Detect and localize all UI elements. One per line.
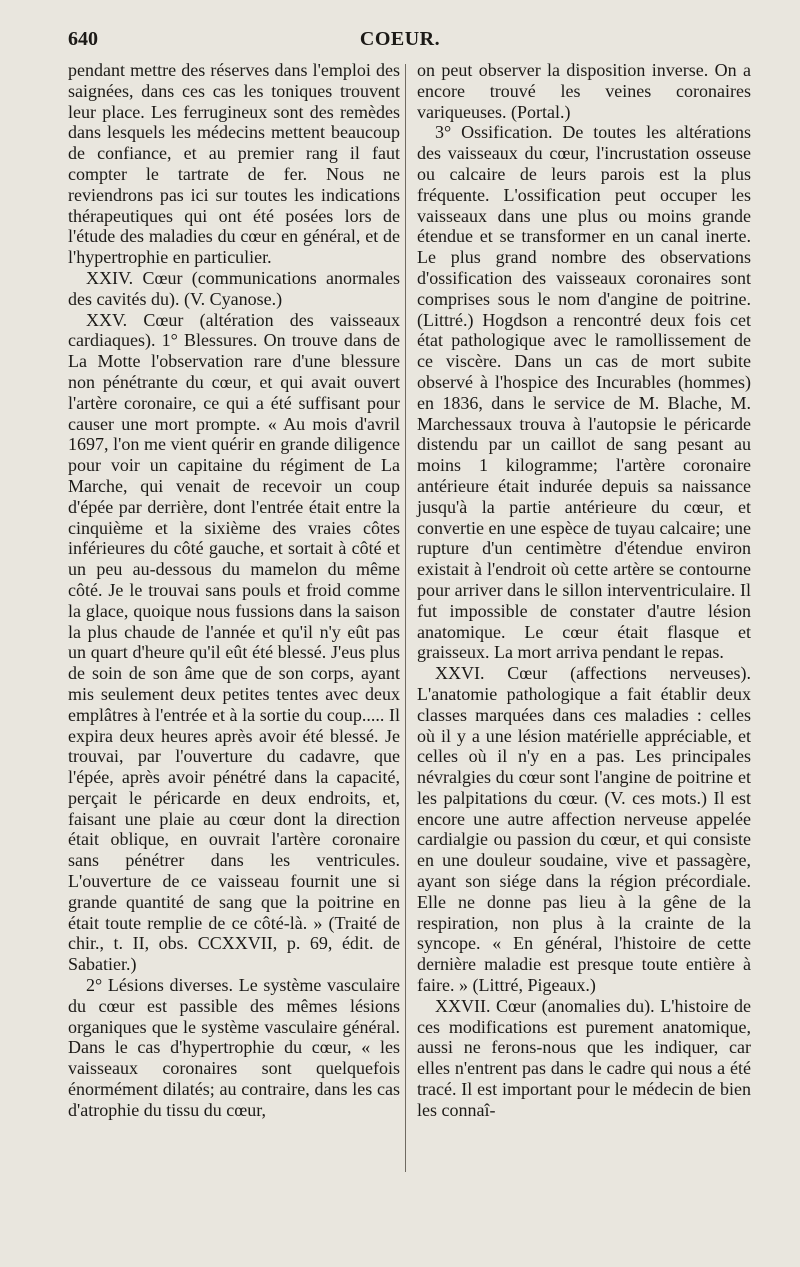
entry-xxvii: XXVII. Cœur (anomalies du). L'histoire de ces modifications est purement anatomique, aussi ne ferons-nous que les indiquer, car elles n'entrent pas dans le cadre qui nous a été tracé. Il est important pour le médecin de bien les connaî- xyxy=(417,995,751,1120)
column-divider xyxy=(405,64,406,1172)
paragraph: 2° Lésions diverses. Le système vasculaire du cœur est passible des mêmes lésions organiques que le système vasculaire général. Dans le cas d'hypertrophie du cœur, « les vaisseaux coronaires sont quelquefois énormément dilatés; au contraire, dans les cas d'atrophie du tissu du cœur, xyxy=(68,975,400,1120)
paragraph: 3° Ossification. De toutes les altérations des vaisseaux du cœur, l'incrustation osseuse ou calcaire de leurs parois est la plus fréquente. L'ossification peut occuper les vaisseaux dans une plus ou moins grande étendue et se transformer en un canal inerte. Le plus grand nombre des observations d'ossification des vaisseaux coronaires sont comprises sous le nom d'angine de poitrine. (Littré.) Hogdson a rencontré deux fois cet état pathologique avec le ramollissement de ce viscère. Dans un cas de mort subite observé à l'hospice des Incurables (hommes) en 1836, dans le service de M. Blache, M. Marchessaux trouva à l'autopsie le péricarde distendu par un caillot de sang pesant au moins 1 kilogramme; l'artère coronaire antérieure était indurée depuis sa naissance jusqu'à la partie antérieure du cœur, et convertie en une espèce de tuyau calcaire; une rupture d'un centimètre d'étendue environ existait à l'endroit où cette artère se contourne pour arriver dans le sillon interventriculaire. Il fut impossible de constater d'autre lésion anatomique. Le cœur était flasque et graisseux. La mort arriva pendant le repas. xyxy=(417,122,751,663)
paragraph: pendant mettre des réserves dans l'emploi des saignées, dans ces cas les toniques trouvent leur place. Les ferrugineux sont des remèdes dans lesquels les médecins mettent beaucoup de confiance, et au premier rang il faut compter le tartrate de fer. Nous ne reviendrons pas ici sur toutes les indications thérapeutiques qui ont été posées lors de l'étude des maladies du cœur en général, et de l'hypertrophie en particulier. xyxy=(68,60,400,268)
right-column xyxy=(417,60,751,1121)
entry-heading-xxiv: XXIV. Cœur (communications anormales des cavités du). (V. Cyanose.) xyxy=(68,267,400,309)
left-column xyxy=(68,60,400,1121)
page-number: 640 xyxy=(68,28,98,50)
paragraph: on peut observer la disposition inverse. On a encore trouvé les veines coronaires variqueuses. (Portal.) xyxy=(417,60,751,122)
entry-xxv: XXV. Cœur (altération des vaisseaux cardiaques). 1° Blessures. On trouve dans de La Motte l'observation rare d'une blessure non pénétrante du cœur, et qui avait ouvert l'artère coronaire, ce qui a été suffisant pour causer une mort prompte. « Au mois d'avril 1697, l'on me vient quérir en grande diligence pour voir un capitaine du régiment de La Marche, qui venait de recevoir un coup d'épée par derrière, dont l'entrée était entre la cinquième et la sixième des vraies côtes inférieures du côté gauche, et sortait à côté et un peu au-dessous du mamelon du même côté. Je le trouvai sans pouls et froid comme la glace, quoique nous fussions dans la saison la plus chaude de l'année et qu'il n'y eût pas un quart d'heure qu'il eût été blessé. J'eus plus de soin de son âme que de son corps, ayant mis seulement deux petites tentes avec deux emplâtres à l'entrée et à la sortie du coup..... Il expira deux heures après avoir été blessé. Je trouvai, par l'ouverture du cadavre, que l'épée, après avoir pénétré dans la capacité, perçait le péricarde en deux endroits, et, faisant une plaie au cœur dont la direction était oblique, en ouvrait l'artère coronaire sans pénétrer dans les ventricules. L'ouverture de ce vaisseau fournit une si grande quantité de sang que la poitrine en était toute remplie de ce côté-là. » (Traité de chir., t. II, obs. CCXXVII, p. 69, édit. de Sabatier.) xyxy=(68,309,400,975)
entry-xxvi: XXVI. Cœur (affections nerveuses). L'anatomie pathologique a fait établir deux classes marquées dans ces maladies : celles où il y a une lésion matérielle appréciable, et celles où il n'y en a pas. Les principales névralgies du cœur sont l'angine de poitrine et les palpitations du cœur. (V. ces mots.) Il est encore une autre affection nerveuse appelée cardialgie ou passion du cœur, et qui consiste en une douleur soudaine, vive et passagère, ayant son siége dans la région précordiale. Elle ne donne pas lieu à la gêne de la respiration, non plus à la crainte de la syncope. « En général, l'histoire de cette dernière maladie est presque toute entière à faire. » (Littré, Pigeaux.) xyxy=(417,663,751,996)
running-head: COEUR. xyxy=(359,28,441,50)
page-header xyxy=(68,28,732,58)
